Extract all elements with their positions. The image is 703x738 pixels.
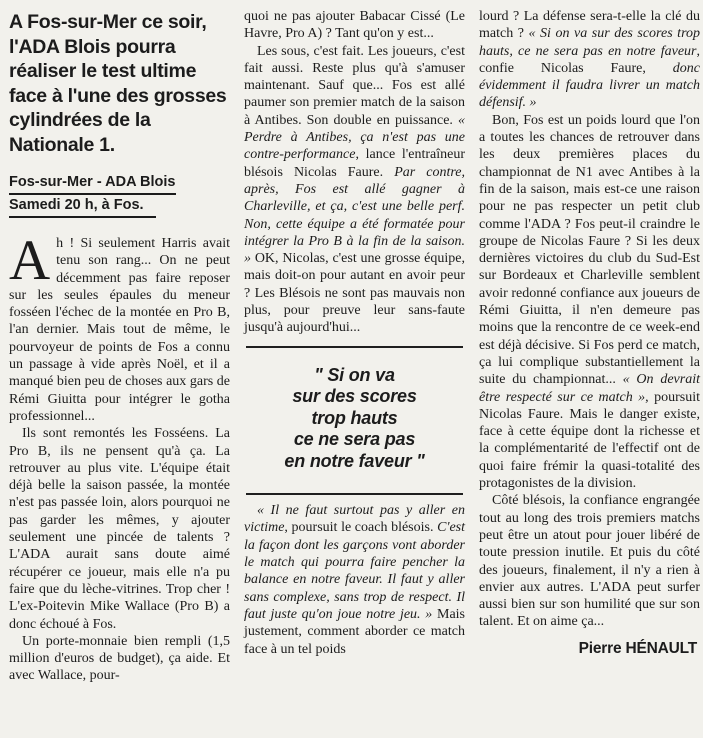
text-run: , lance l'entraîneur blésois Nicolas Faure. [244,147,465,180]
text-run: Un porte-monnaie bien rempli (1,5 million d'euros de budget), ça aide. Et avec Wallace, pour- [9,633,230,684]
pull-quote-line: ce ne sera pas [293,429,416,450]
column-1-body [9,229,230,685]
quote-text-run: « On devrait être respecté sur ce match » [479,372,700,405]
text-run: quoi ne pas ajouter Babacar Cissé (Le Havre, Pro A) ? Tant qu'on y est... [244,9,465,42]
quote-text-run: Par contre, après, Fos est allé gagner à Charleville, et ça, c'est une belle perf. Non, cette équipe a été formatée pour intégrer la Pro B à la fin de la saison. » [244,164,466,267]
match-teams: Fos-sur-Mer - ADA Blois [9,172,176,195]
quote-text-run: donc évidemment il faudra livrer un match défensif. » [479,60,700,111]
pull-quote-line: sur des scores [292,386,417,407]
match-info-row [9,195,230,218]
column-3 [479,8,700,738]
text-run: Les sous, c'est fait. Les joueurs, c'est fait aussi. Reste plus qu'à s'amuser maintenant. Sauf que... Fos est allé paumer son premier match de la saison à Antibes. Son double en puissance. [244,43,465,128]
text-run: Bon, Fos est un poids lourd que l'on a toutes les chances de retrouver dans les deux premières places du championnat de N1 avec Antibes à la fin de la saison, mais est-ce une raison pour ne pas respecter un petit club comme l'ADA ? Fos peut-il craindre le groupe de Nicolas Faure ? Si les deux dernières victoires du club du Sud-Est sur Bordeaux et Charleville semblent avoir redonné confiance aux joueurs de Rémi Giuitta, il n'en demeure pas moins que la rencontre de ce week-end est déjà décisive. Si Fos perd ce match, ça lui complique substantiellement la suite du championnat... [479,112,700,388]
quote-text-run: « Perdre à Antibes, ça n'est pas une contre-performance [244,112,465,163]
column-3-body [479,8,700,658]
paragraph [244,43,465,337]
quote-text-run: C'est la façon dont les garçons vont aborder le match qui pourra faire pencher la balance en notre faveur. Il faut y aller sans complexe, sans trop de respect. Il faut juste qu'on joue notre jeu. » [244,520,465,622]
pull-quote-line: " Si on va [314,364,395,385]
byline: Pierre HÉNAULT [578,639,697,657]
paragraph [9,633,230,685]
column-2 [244,8,465,738]
text-run: OK, Nicolas, c'est une grosse équipe, mais doit-on pour autant en avoir peur ? Les Blésois ne sont pas mauvais non plus, pour preuve leur sans-faute jusqu'à aujourd'hui... [244,251,465,336]
pull-quote [246,346,463,496]
text-run: h ! Si seulement Harris avait tenu son rang... On ne peut décemment pas faire reposer sur les seules épaules du meneur fosséen l'échec de la montée en Pro B, l'an dernier. Mais tout de même, le pourvoyeur de points de Fos a connu un passage à vide après Noël, et il a manqué bien peu de choses aux gars de Rémi Giuitta pour intégrer le gotha professionnel... [9,236,230,424]
paragraph [479,8,700,112]
text-run: Mais justement, comment aborder ce match face à un tel poids [244,606,465,657]
drop-cap: A [9,229,51,292]
quote-text-run: « Il ne faut surtout pas y aller en victime [244,503,465,536]
text-run: Côté blésois, la confiance engrangée tout au long des trois premiers matchs peut être un atout pour jouer libéré de toute pression inutile. Et puis du côté des joueurs, finalement, il n'y a rien à envier aux autres. L'ADA peut surfer aussi bien sur son humilité que sur son talent. Et on aime ça... [479,493,700,630]
paragraph [244,8,465,43]
pull-quote-line: en notre faveur " [284,450,425,471]
match-schedule: Samedi 20 h, à Fos. [9,195,156,218]
quote-text-run: « Si on va sur des scores trop hauts, ce ne sera pas en notre faveur [479,26,701,59]
match-info-box [9,172,230,218]
pull-quote-line: trop hauts [311,407,398,428]
column-2-body [244,8,465,658]
text-run: lourd ? La défense sera-t-elle la clé du match ? [479,9,700,42]
text-run: Ils sont remontés les Fosséens. La Pro B, ils ne pensent qu'à ça. La retrouver au plus vite. L'équipe était déjà belle la saison passée, la montée n'est pas passée loin, alors pourquoi ne pas garder les mêmes, y ajouter seulement une pincée de talents ? L'ADA aurait sans doute aimé récupérer ce joueur, mais elle n'a pu faire que du lèche-vitrines. Trop cher ! L'ex-Poitevin Mike Wallace (Pro B) a donc échoué à Fos. [9,426,230,632]
match-info-row [9,172,230,195]
paragraph [479,112,700,493]
column-1 [9,8,230,738]
paragraph [479,492,700,630]
paragraph [244,502,465,658]
paragraph [9,229,230,425]
article-headline: A Fos-sur-Mer ce soir, l'ADA Blois pourra réaliser le test ultime face à l'une des grosses cylindrées de la Nationale 1. [9,11,227,156]
text-run: , poursuit le coach blésois. [284,520,438,536]
text-run: , confie Nicolas Faure, [479,43,700,76]
paragraph [9,425,230,633]
text-run: , poursuit Nicolas Faure. Mais le danger existe, face à cette équipe dont la richesse et la complémentarité de l'effectif ont de quoi faire frémir la quasi-totalité des protagonistes de la division. [479,389,701,492]
